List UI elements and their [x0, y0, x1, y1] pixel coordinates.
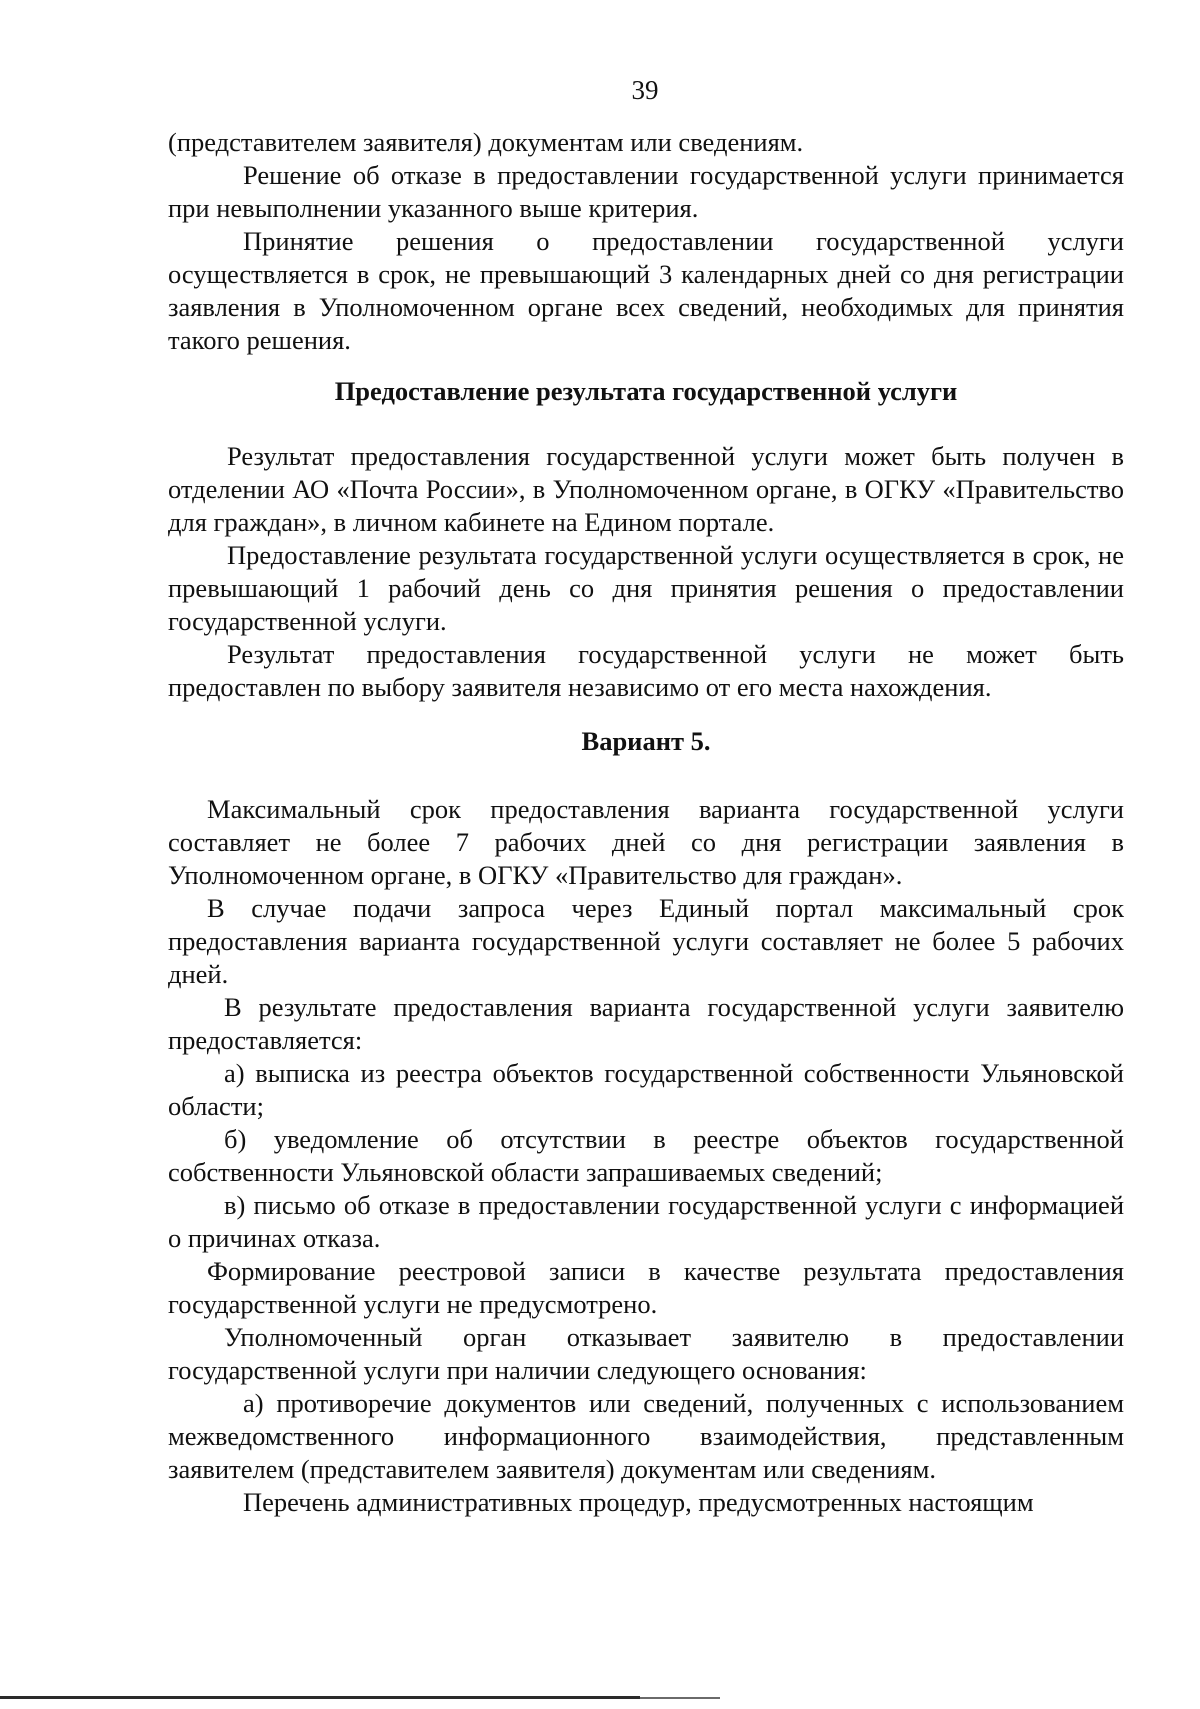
paragraph: Максимальный срок предоставления варианта государственной услуги составляет не более 7 рабочих дней со дня регистрации заявления в Уполномоченном органе, в ОГКУ «Правительство для граждан». — [168, 794, 1124, 890]
paragraph: Результат предоставления государственной услуги может быть получен в отделении АО «Почта России», в Уполномоченном органе, в ОГКУ «Правительство для граждан», в личном кабинете на Едином портале. — [168, 441, 1124, 537]
paragraph: Решение об отказе в предоставлении государственной услуги принимается при невыполнении указанного выше критерия. — [168, 160, 1124, 223]
variant-heading: Вариант 5. — [581, 726, 711, 756]
section-heading: Предоставление результата государственной услуги — [334, 376, 958, 406]
paragraph: Уполномоченный орган отказывает заявителю в предоставлении государственной услуги при наличии следующего основания: — [168, 1322, 1124, 1385]
paragraph: В случае подачи запроса через Единый портал максимальный срок предоставления варианта государственной услуги составляет не более 5 рабочих дней. — [168, 893, 1124, 989]
paragraph: В результате предоставления варианта государственной услуги заявителю предоставляется: — [168, 992, 1124, 1055]
paragraph: Перечень административных процедур, предусмотренных настоящим — [243, 1487, 1034, 1517]
scan-edge-line — [0, 1696, 640, 1699]
page-number: 39 — [631, 75, 659, 105]
paragraph: Предоставление результата государственной услуги осуществляется в срок, не превышающий 1 рабочий день со дня принятия решения о предоставлении государственной услуги. — [168, 540, 1124, 636]
list-item: в) письмо об отказе в предоставлении государственной услуги с информацией о причинах отказа. — [168, 1190, 1124, 1253]
list-item: б) уведомление об отсутствии в реестре объектов государственной собственности Ульяновской области запрашиваемых сведений; — [168, 1124, 1124, 1187]
paragraph: Принятие решения о предоставлении государственной услуги осуществляется в срок, не превышающий 3 календарных дней со дня регистрации заявления в Уполномоченном органе всех сведений, необходимых для принятия такого решения. — [168, 226, 1124, 355]
paragraph: Результат предоставления государственной услуги не может быть предоставлен по выбору заявителя независимо от его места нахождения. — [168, 639, 1124, 702]
scan-edge-line — [640, 1697, 720, 1699]
paragraph: Формирование реестровой записи в качестве результата предоставления государственной услуги не предусмотрено. — [168, 1256, 1124, 1319]
document-body — [168, 126, 1124, 1519]
list-item: а) выписка из реестра объектов государственной собственности Ульяновской области; — [168, 1058, 1124, 1121]
paragraph: (представителем заявителя) документам или сведениям. — [168, 127, 804, 157]
list-item: а) противоречие документов или сведений, полученных с использованием межведомственного информационного взаимодействия, представленным заявителем (представителем заявителя) документам или сведениям. — [168, 1388, 1124, 1484]
